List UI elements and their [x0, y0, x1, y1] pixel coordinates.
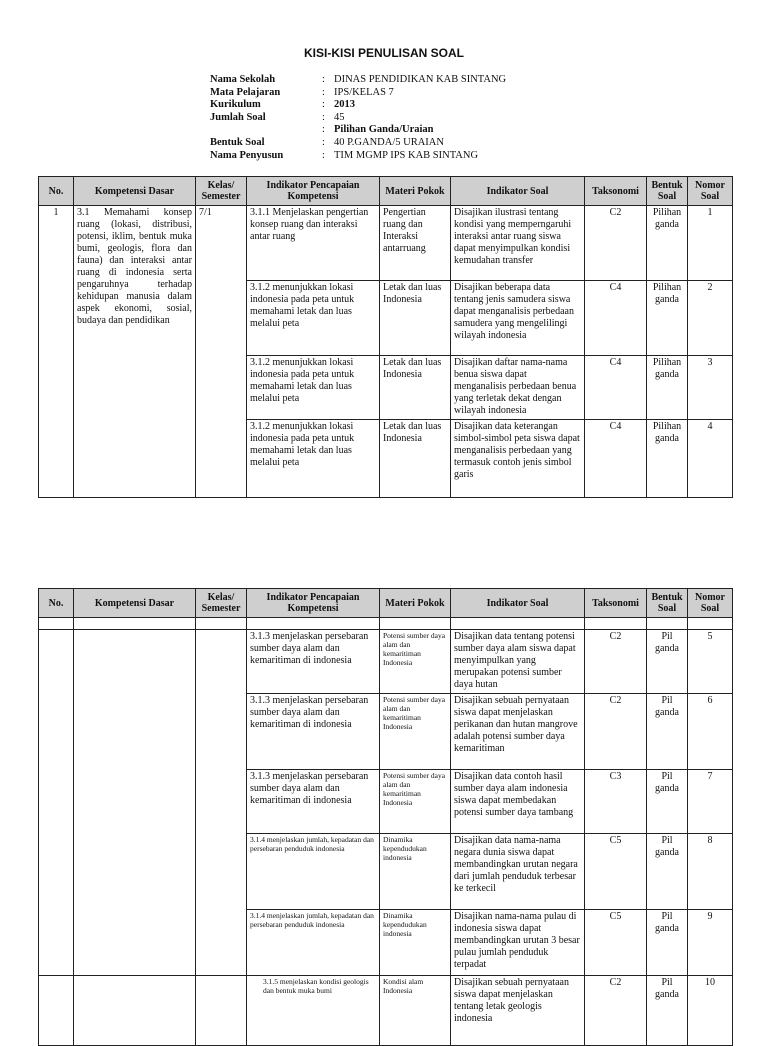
- nomor-cell: 4: [688, 420, 733, 498]
- bentuk-cell: Pilihan ganda: [647, 281, 688, 356]
- ipk-cell: 3.1.2 menunjukkan lokasi indonesia pada peta untuk memahami letak dan luas melalui peta: [247, 281, 380, 356]
- meta-label: [210, 124, 322, 137]
- bentuk-cell: Pilihan ganda: [647, 356, 688, 420]
- taksonomi-cell: C3: [585, 770, 647, 834]
- header-indikator: Indikator Soal: [451, 589, 585, 618]
- bentuk-cell: Pil ganda: [647, 976, 688, 1046]
- taksonomi-cell: C2: [585, 976, 647, 1046]
- meta-row-curriculum: Kurikulum : 2013: [210, 99, 355, 111]
- meta-label: Jumlah Soal: [210, 111, 266, 123]
- meta-value: Pilihan Ganda/Uraian: [334, 124, 434, 136]
- materi-cell: Potensi sumber daya alam dan kemaritiman Indonesia: [380, 630, 451, 694]
- taksonomi-cell: C2: [585, 630, 647, 694]
- bentuk-cell: Pilihan ganda: [647, 206, 688, 281]
- header-ipk: Indikator Pencapaian Kompetensi: [247, 589, 380, 618]
- bentuk-cell: Pil ganda: [647, 770, 688, 834]
- document-meta: [210, 74, 506, 162]
- meta-label: Nama Penyusun: [210, 149, 284, 161]
- header-kelas: Kelas/ Semester: [196, 589, 247, 618]
- taksonomi-cell: C5: [585, 834, 647, 910]
- indikator-cell: Disajikan sebuah pernyataan siswa dapat menjelaskan tentang letak geologis indonesia: [451, 976, 585, 1046]
- materi-cell: Potensi sumber daya alam dan kemaritiman Indonesia: [380, 694, 451, 770]
- table-row: [39, 206, 733, 281]
- nomor-cell: 9: [688, 910, 733, 976]
- meta-value: TIM MGMP IPS KAB SINTANG: [334, 149, 479, 161]
- taksonomi-cell: C4: [585, 356, 647, 420]
- header-nomor: Nomor Soal: [688, 177, 733, 206]
- bentuk-cell: Pil ganda: [647, 910, 688, 976]
- header-kd: Kompetensi Dasar: [74, 177, 196, 206]
- indikator-cell: Disajikan sebuah pernyataan siswa dapat menjelaskan perikanan dan hutan mangrove adalah potensi sumber daya kemaritiman: [451, 694, 585, 770]
- table-header-row: [39, 589, 733, 618]
- table-row: [39, 630, 733, 694]
- meta-value: 40 P.GANDA/5 URAIAN: [334, 136, 444, 148]
- indikator-cell: Disajikan data keterangan simbol-simbol peta siswa dapat menganalisis perbedaan yang termasuk contoh jenis simbol garis: [451, 420, 585, 498]
- meta-value: IPS/KELAS 7: [334, 86, 394, 98]
- header-materi: Materi Pokok: [380, 177, 451, 206]
- header-bentuk: Bentuk Soal: [647, 589, 688, 618]
- header-takso: Taksonomi: [585, 589, 647, 618]
- materi-cell: Dinamika kependudukan indonesia: [380, 834, 451, 910]
- nomor-cell: 2: [688, 281, 733, 356]
- header-kd: Kompetensi Dasar: [74, 589, 196, 618]
- meta-label: Mata Pelajaran: [210, 86, 281, 98]
- taksonomi-cell: C2: [585, 206, 647, 281]
- materi-cell: Dinamika kependudukan indonesia: [380, 910, 451, 976]
- header-nomor: Nomor Soal: [688, 589, 733, 618]
- page-title: KISI-KISI PENULISAN SOAL: [303, 46, 464, 60]
- ipk-cell: 3.1.3 menjelaskan persebaran sumber daya alam dan kemaritiman di indonesia: [247, 694, 380, 770]
- bentuk-cell: Pil ganda: [647, 834, 688, 910]
- bentuk-cell: Pilihan ganda: [647, 420, 688, 498]
- ipk-cell: 3.1.3 menjelaskan persebaran sumber daya alam dan kemaritiman di indonesia: [247, 630, 380, 694]
- indikator-cell: Disajikan data nama-nama negara dunia siswa dapat membandingkan urutan negara dari jumlah penduduk terbesar ke terkecil: [451, 834, 585, 910]
- nomor-cell: 8: [688, 834, 733, 910]
- nomor-cell: 10: [688, 976, 733, 1046]
- materi-cell: Pengertian ruang dan Interaksi antarruang: [380, 206, 451, 281]
- meta-row-count: Jumlah Soal : 45: [210, 111, 345, 123]
- blueprint-table-2: [38, 588, 733, 1046]
- ipk-cell: 3.1.2 menunjukkan lokasi indonesia pada peta untuk memahami letak dan luas melalui peta: [247, 356, 380, 420]
- taksonomi-cell: C4: [585, 420, 647, 498]
- taksonomi-cell: C5: [585, 910, 647, 976]
- table-row: [39, 976, 733, 1046]
- header-no: No.: [39, 177, 74, 206]
- table-header-row: [39, 177, 733, 206]
- meta-label: Bentuk Soal: [210, 136, 265, 148]
- bentuk-cell: Pil ganda: [647, 694, 688, 770]
- meta-row-type-extra: : Pilihan Ganda/Uraian: [210, 124, 506, 137]
- taksonomi-cell: C2: [585, 694, 647, 770]
- meta-label: Nama Sekolah: [210, 74, 276, 85]
- header-bentuk: Bentuk Soal: [647, 177, 688, 206]
- ipk-cell: 3.1.5 menjelaskan kondisi geologis dan bentuk muka bumi: [247, 976, 380, 1046]
- meta-value: 45: [334, 111, 345, 123]
- competency-cell: 3.1 Memahami konsep ruang (lokasi, distribusi, potensi, iklim, bentuk muka bumi, geologis, flora dan fauna) dan interaksi antar ruang di indonesia serta pengaruhnya terhadap kehidupan manusia dalam aspek ekonomi, sosial, budaya dan pendidikan: [74, 206, 196, 498]
- materi-cell: Kondisi alam Indonesia: [380, 976, 451, 1046]
- indikator-cell: Disajikan daftar nama-nama benua siswa dapat menganalisis perbedaan benua yang terletak dekat dengan wilayah indonesia: [451, 356, 585, 420]
- indikator-cell: Disajikan beberapa data tentang jenis samudera siswa dapat menganalisis perbedaan samudera yang mengelilingi wilayah indonesia: [451, 281, 585, 356]
- header-materi: Materi Pokok: [380, 589, 451, 618]
- ipk-cell: 3.1.1 Menjelaskan pengertian konsep ruang dan interaksi antar ruang: [247, 206, 380, 281]
- materi-cell: Letak dan luas Indonesia: [380, 281, 451, 356]
- nomor-cell: 7: [688, 770, 733, 834]
- nomor-cell: 3: [688, 356, 733, 420]
- ipk-cell: 3.1.4 menjelaskan jumlah, kepadatan dan persebaran penduduk indonesia: [247, 834, 380, 910]
- ipk-cell: 3.1.3 menjelaskan persebaran sumber daya alam dan kemaritiman di indonesia: [247, 770, 380, 834]
- meta-row-subject: Mata Pelajaran : IPS/KELAS 7: [210, 86, 394, 98]
- indikator-cell: Disajikan data contoh hasil sumber daya alam indonesia siswa dapat membedakan potensi sumber daya tambang: [451, 770, 585, 834]
- nomor-cell: 5: [688, 630, 733, 694]
- meta-row-author: Nama Penyusun : TIM MGMP IPS KAB SINTANG: [210, 149, 479, 161]
- ipk-cell: 3.1.2 menunjukkan lokasi indonesia pada peta untuk memahami letak dan luas melalui peta: [247, 420, 380, 498]
- indikator-cell: Disajikan data tentang potensi sumber daya alam siswa dapat menyimpulkan yang merupakan potensi sumber daya hutan: [451, 630, 585, 694]
- header-no: No.: [39, 589, 74, 618]
- blueprint-table-1: [38, 176, 733, 498]
- class-semester-cell: 7/1: [196, 206, 247, 498]
- nomor-cell: 1: [688, 206, 733, 281]
- header-kelas: Kelas/ Semester: [196, 177, 247, 206]
- indikator-cell: Disajikan nama-nama pulau di indonesia siswa dapat membandingkan urutan 3 besar pulau jumlah penduduk terpadat: [451, 910, 585, 976]
- indikator-cell: Disajikan ilustrasi tentang kondisi yang memperngaruhi interaksi antar ruang siswa dapat menyimpulkan kondisi kemudahan transfer: [451, 206, 585, 281]
- meta-value: DINAS PENDIDIKAN KAB SINTANG: [334, 74, 507, 85]
- meta-row-form: Bentuk Soal : 40 P.GANDA/5 URAIAN: [210, 136, 444, 148]
- bentuk-cell: Pil ganda: [647, 630, 688, 694]
- table-row-empty: [39, 618, 733, 630]
- meta-label: Kurikulum: [210, 99, 261, 111]
- materi-cell: Letak dan luas Indonesia: [380, 420, 451, 498]
- taksonomi-cell: C4: [585, 281, 647, 356]
- ipk-cell: 3.1.4 menjelaskan jumlah, kepadatan dan persebaran penduduk indonesia: [247, 910, 380, 976]
- header-indikator: Indikator Soal: [451, 177, 585, 206]
- meta-value: 2013: [334, 99, 355, 111]
- row-number: 1: [39, 206, 74, 498]
- meta-row-school: Nama Sekolah : DINAS PENDIDIKAN KAB SINTANG: [210, 74, 507, 85]
- nomor-cell: 6: [688, 694, 733, 770]
- materi-cell: Letak dan luas Indonesia: [380, 356, 451, 420]
- header-takso: Taksonomi: [585, 177, 647, 206]
- header-ipk: Indikator Pencapaian Kompetensi: [247, 177, 380, 206]
- materi-cell: Potensi sumber daya alam dan kemaritiman Indonesia: [380, 770, 451, 834]
